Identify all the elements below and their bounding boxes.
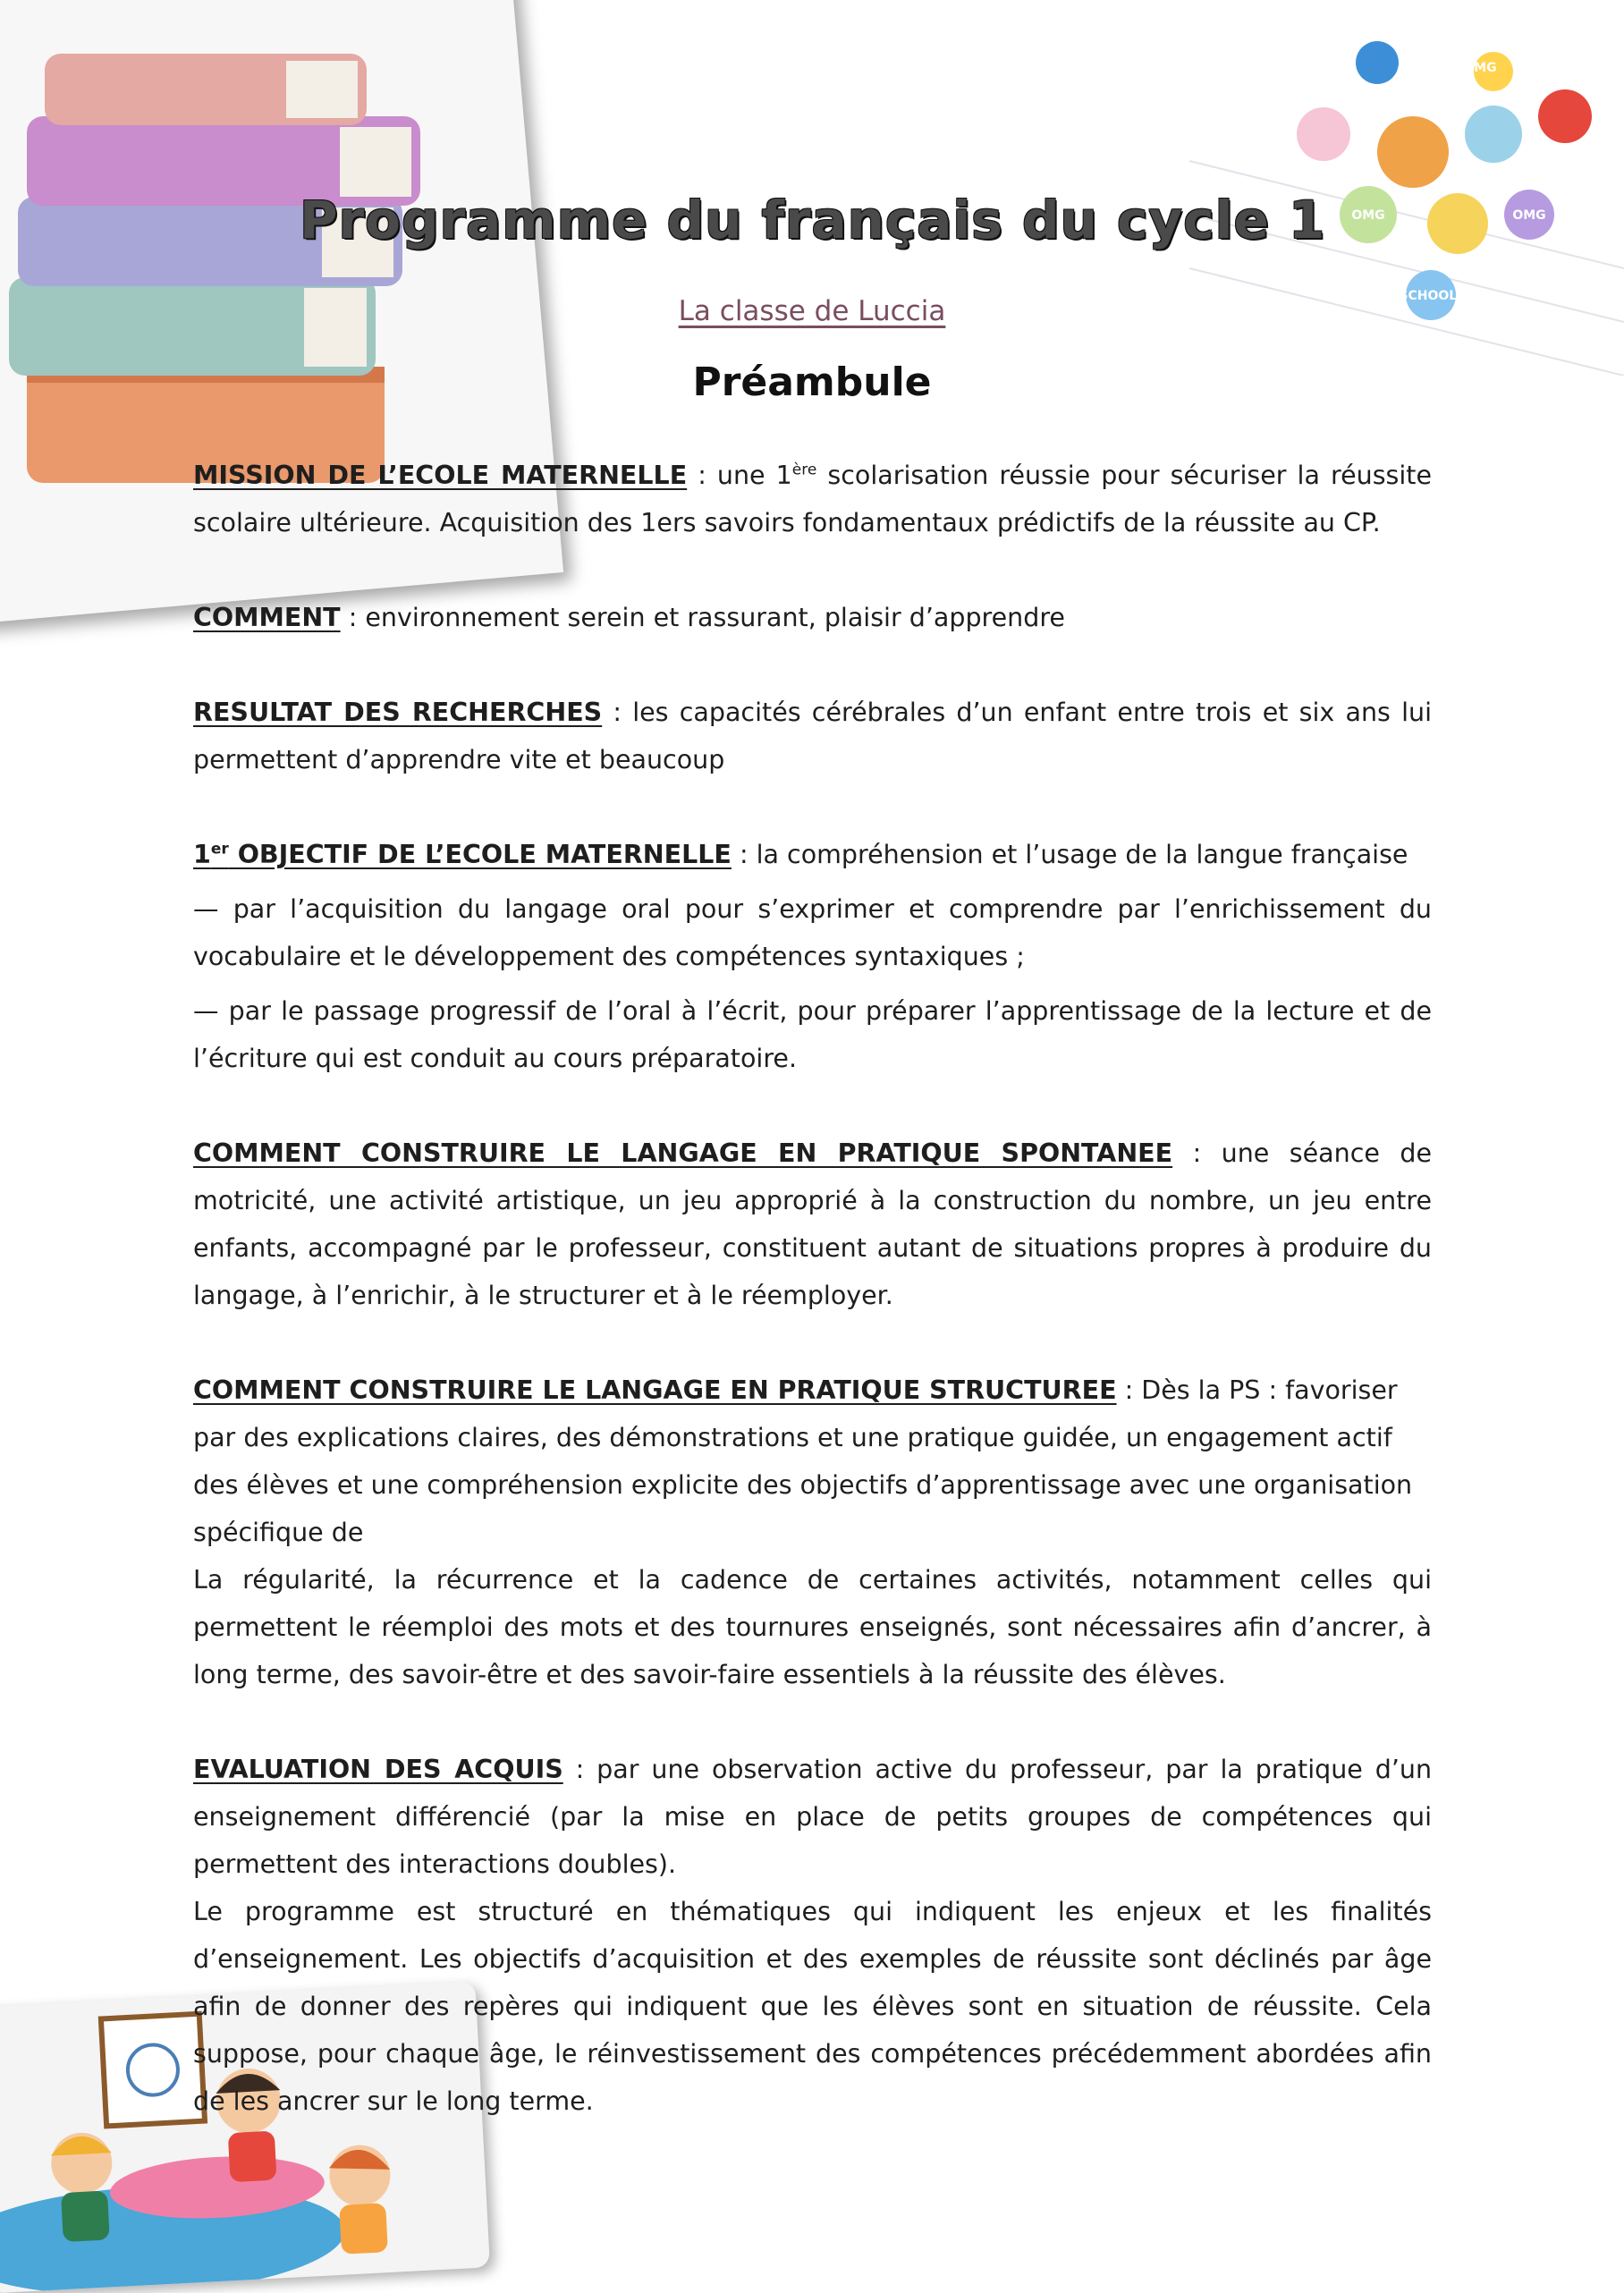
objectif-bullet-1: — par l’acquisition du langage oral pour s’exprimer et comprendre par l’enrichissement du vocabulaire et le développement des compétences syntaxiques ; (193, 894, 1432, 971)
text-objectif: : la compréhension et l’usage de la langue française (731, 840, 1408, 869)
evaluation-text-1 (193, 1746, 1432, 1888)
page-title: Programme du français du cycle 1 (300, 190, 1326, 250)
label-structuree: COMMENT CONSTRUIRE LE LANGAGE EN PRATIQUE STRUCTUREE (193, 1375, 1117, 1405)
paragraph-structuree (193, 1366, 1432, 1698)
objectif-bullet-2: — par le passage progressif de l’oral à l’écrit, pour préparer l’apprentissage de la lecture et de l’écriture qui est conduit au cours préparatoire. (193, 996, 1432, 1073)
label-objectif-rest: OBJECTIF DE L’ECOLE MATERNELLE (228, 840, 732, 869)
document-body (193, 452, 1432, 2125)
structuree-text-2: La régularité, la récurrence et la cadence de certaines activités, notamment celles qui permettent le réemploi des mots et des tournures enseignés, sont nécessaires afin d’ancrer, à long terme, des savoir-être et des savoir-faire essentiels à la réussite des élèves. (193, 1565, 1432, 1689)
paragraph-objectif (193, 831, 1432, 1082)
author-link[interactable]: La classe de Luccia (678, 295, 946, 327)
paragraph-resultat (193, 689, 1432, 783)
doodle-badge-4: OMG (1512, 208, 1546, 223)
label-evaluation: EVALUATION DES ACQUIS (193, 1755, 563, 1784)
label-mission: MISSION DE L’ECOLE MATERNELLE (193, 461, 688, 490)
section-heading: Préambule (692, 360, 932, 405)
objectif-intro (193, 831, 1432, 878)
paragraph-evaluation (193, 1746, 1432, 2125)
evaluation-text-2: Le programme est structuré en thématiques qui indiquent les enjeux et les finalités d’enseignement. Les objectifs d’acquisition et des exemples de réussite sont déclinés par âge afin de donner des repères qui indiquent que les élèves sont en situation de réussite. Cela suppose, pour chaque âge, le réinvestissement des compétences précédemment abordées afin de les ancrer sur le long terme. (193, 1897, 1432, 2116)
paragraph-mission (193, 452, 1432, 546)
label-spontanee: COMMENT CONSTRUIRE LE LANGAGE EN PRATIQUE SPONTANEE (193, 1138, 1173, 1168)
text-mission-sup: ère (791, 461, 817, 479)
label-objectif-num: 1 (193, 840, 211, 869)
label-objectif-sup: er (210, 840, 229, 859)
doodle-badge-1: OMG (1463, 61, 1497, 75)
heart-doodle-icon (1297, 41, 1592, 320)
doodle-badge-3: OMG (1351, 208, 1385, 223)
paragraph-spontanee (193, 1130, 1432, 1319)
label-objectif (193, 840, 732, 869)
structuree-text-1 (193, 1366, 1432, 1556)
text-mission-2: scolarisation réussie pour sécuriser la réussite scolaire ultérieure. Acquisition des 1ers savoirs fondamentaux prédictifs de la réussite au CP. (193, 461, 1433, 537)
text-resultat: : les capacités cérébrales d’un enfant entre trois et six ans lui permettent d’apprendre vite et beaucoup (193, 698, 1432, 774)
text-mission-1: : une 1 (687, 461, 792, 490)
paragraph-comment (193, 594, 1432, 641)
label-resultat: RESULTAT DES RECHERCHES (193, 698, 603, 727)
text-spontanee: : une séance de motricité, une activité artistique, un jeu approprié à la construction du nombre, un jeu entre enfants, accompagné par le professeur, constituent autant de situations propres à produire du langage, à l’enrichir, à le structurer et à le réemployer. (193, 1138, 1432, 1310)
text-structuree: : Dès la PS : favoriser par des explications claires, des démonstrations et une pratique guidée, un engagement actif des élèves et une compréhension explicite des objectifs d’apprentissage avec une organisation spécifique de (193, 1375, 1413, 1547)
doodle-badge-2: SCHOOL! (1399, 289, 1463, 303)
text-evaluation: : par une observation active du professeur, par la pratique d’un enseignement différencié (par la mise en place de petits groupes de compétences qui permettent des interactions doubles). (193, 1755, 1433, 1879)
text-comment: : environnement serein et rassurant, plaisir d’apprendre (340, 603, 1065, 632)
label-comment: COMMENT (193, 603, 341, 632)
